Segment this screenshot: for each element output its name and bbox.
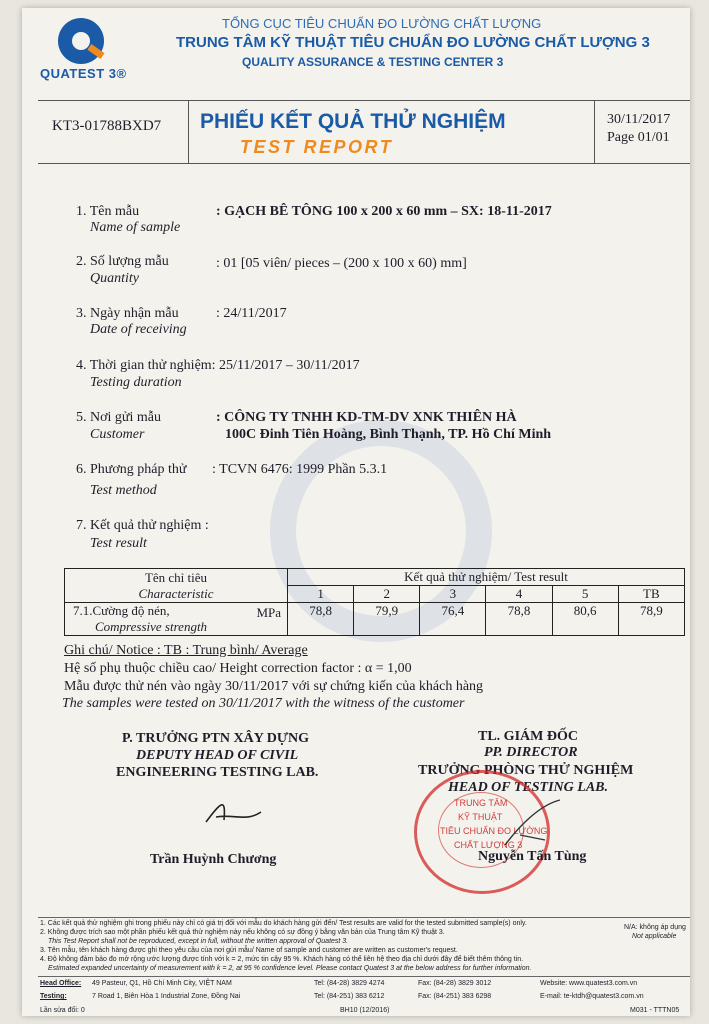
result-cell: 78,8 bbox=[486, 603, 552, 636]
revision-label: Lần sửa đổi: 0 bbox=[40, 1007, 85, 1014]
col-header: 3 bbox=[420, 586, 486, 603]
col-header: 1 bbox=[288, 586, 354, 603]
field-label-en: Customer bbox=[90, 427, 145, 442]
logo-text: QUATEST 3® bbox=[40, 66, 127, 81]
right-sign-title-en-2: HEAD OF TESTING LAB. bbox=[448, 780, 608, 795]
field-label: 3. Ngày nhận mẫu bbox=[76, 306, 179, 321]
field-label: 5. Nơi gửi mẫu bbox=[76, 410, 161, 425]
witness-line-en: The samples were tested on 30/11/2017 with the witness of the customer bbox=[62, 696, 465, 711]
head-office-tel: Tel: (84-28) 3829 4274 bbox=[314, 980, 385, 987]
col-header: TB bbox=[618, 586, 684, 603]
field-label: 1. Tên mẫu bbox=[76, 204, 140, 219]
left-sign-title-en: DEPUTY HEAD OF CIVIL bbox=[136, 748, 299, 763]
result-cell: 76,4 bbox=[420, 603, 486, 636]
right-sign-title-2: TRƯỞNG PHÒNG THỬ NGHIỆM bbox=[418, 763, 634, 778]
org-line-2: TRUNG TÂM KỸ THUẬT TIÊU CHUẨN ĐO LƯỜNG CHẤT LƯỢNG 3 bbox=[176, 34, 650, 51]
report-title-vi: PHIẾU KẾT QUẢ THỬ NGHIỆM bbox=[200, 110, 506, 133]
field-label: 7. Kết quả thử nghiệm : bbox=[76, 518, 209, 533]
field-label-en: Name of sample bbox=[90, 220, 181, 235]
footer-note: Estimated expanded uncertainty of measurement with k = 2, at 95 % confidence level. Please contact Quatest 3 at the below address for further information. bbox=[48, 965, 532, 972]
unit-label: MPa bbox=[256, 605, 281, 620]
field-label: 4. Thời gian thử nghiệm: 25/11/2017 – 30/11/2017 bbox=[76, 358, 360, 373]
doc-code: M031 - TTTN05 bbox=[630, 1007, 680, 1014]
field-label-en: Test method bbox=[90, 483, 157, 498]
row-label-vi: 7.1.Cường độ nén, bbox=[73, 603, 170, 618]
testing-fax: Fax: (84-251) 383 6298 bbox=[418, 993, 492, 1000]
table-header-result: Kết quả thử nghiệm/ Test result bbox=[288, 569, 685, 586]
field-value: : 24/11/2017 bbox=[216, 306, 287, 321]
testing-tel: Tel: (84-251) 383 6212 bbox=[314, 993, 385, 1000]
org-line-1: TỔNG CỤC TIÊU CHUẨN ĐO LƯỜNG CHẤT LƯỢNG bbox=[222, 16, 542, 31]
col-header: 5 bbox=[552, 586, 618, 603]
testing-label: Testing: bbox=[40, 993, 67, 1000]
col-header: 2 bbox=[354, 586, 420, 603]
left-signature bbox=[196, 792, 266, 832]
field-label-en: Quantity bbox=[90, 271, 139, 286]
left-sign-title: P. TRƯỞNG PTN XÂY DỰNG bbox=[122, 731, 310, 746]
col-header: 4 bbox=[486, 586, 552, 603]
stamp-text: TIÊU CHUẨN ĐO LƯỜNG bbox=[440, 826, 548, 836]
result-cell: 80,6 bbox=[552, 603, 618, 636]
website-link[interactable]: Website: www.quatest3.com.vn bbox=[540, 980, 638, 987]
row-characteristic bbox=[65, 603, 288, 636]
right-signer-name: Nguyễn Tấn Tùng bbox=[478, 849, 587, 864]
report-page-number: Page 01/01 bbox=[607, 130, 670, 145]
results-table bbox=[64, 568, 685, 636]
report-date: 30/11/2017 bbox=[607, 112, 671, 127]
field-value: : TCVN 6476: 1999 Phần 5.3.1 bbox=[212, 462, 388, 477]
customer-address: 100C Đinh Tiên Hoàng, Bình Thạnh, TP. Hồ Chí Minh bbox=[225, 427, 552, 442]
form-code: BH10 (12/2016) bbox=[340, 1007, 390, 1014]
footer-divider bbox=[38, 976, 690, 977]
height-factor-line: Hệ số phụ thuộc chiều cao/ Height correction factor : α = 1,00 bbox=[64, 661, 412, 676]
footer-divider bbox=[38, 917, 690, 918]
report-title-en: TEST REPORT bbox=[240, 137, 394, 157]
header-vi: Tên chỉ tiêu bbox=[144, 569, 208, 585]
right-sign-title: TL. GIÁM ĐỐC bbox=[478, 729, 578, 744]
field-label-en: Date of receiving bbox=[90, 322, 187, 337]
footer-note: 2. Không được trích sao một phần phiếu kết quả thử nghiệm này nếu không có sự đồng ý bằng văn bản của Trung tâm Kỹ thuật 3. bbox=[40, 929, 445, 936]
field-label-en: Test result bbox=[90, 536, 147, 551]
row-label-en: Compressive strength bbox=[95, 619, 208, 634]
field-value: : CÔNG TY TNHH KD-TM-DV XNK THIÊN HÀ bbox=[216, 410, 517, 425]
head-office-address: 49 Pasteur, Q1, Hồ Chí Minh City, VIỆT NAM bbox=[92, 980, 232, 987]
na-note-en: Not applicable bbox=[632, 933, 677, 940]
header-en: Characteristic bbox=[138, 585, 214, 601]
band-divider bbox=[188, 101, 189, 163]
org-line-3: QUALITY ASSURANCE & TESTING CENTER 3 bbox=[242, 55, 504, 69]
footer-note: 1. Các kết quả thử nghiệm ghi trong phiếu này chỉ có giá trị đối với mẫu do khách hàng gửi đến/ Test results are valid for the tested submitted sample(s) only. bbox=[40, 920, 527, 927]
notice-line: Ghi chú/ Notice : TB : Trung bình/ Average bbox=[64, 643, 308, 658]
left-signer-name: Trần Huỳnh Chương bbox=[150, 852, 277, 867]
result-cell: 79,9 bbox=[354, 603, 420, 636]
footer-note: This Test Report shall not be reproduced, except in full, without the written approval of Quatest 3. bbox=[48, 938, 349, 945]
field-label-en: Testing duration bbox=[90, 375, 182, 390]
stamp-text: CHẤT LƯỢNG 3 bbox=[454, 840, 523, 850]
footer-note: 4. Độ không đảm bảo đo mở rộng ước lượng được tính với k = 2, mức tin cậy 95 %. Khách hàng có thể liên hệ theo địa chỉ dưới đây để biết thêm thông tin. bbox=[40, 956, 524, 963]
result-cell: 78,8 bbox=[288, 603, 354, 636]
table-header-characteristic bbox=[65, 569, 288, 603]
band-divider bbox=[594, 101, 595, 163]
witness-line-vi: Mẫu được thử nén vào ngày 30/11/2017 với sự chứng kiến của khách hàng bbox=[64, 679, 484, 694]
right-signature bbox=[500, 795, 570, 855]
head-office-label: Head Office: bbox=[40, 980, 82, 987]
email-link[interactable]: E-mail: te-ktdh@quatest3.com.vn bbox=[540, 993, 644, 1000]
right-sign-title-en: PP. DIRECTOR bbox=[484, 745, 578, 760]
na-note: N/A: không áp dụng bbox=[624, 924, 686, 931]
report-code: KT3-01788BXD7 bbox=[52, 118, 162, 134]
left-sign-title-en-2: ENGINEERING TESTING LAB. bbox=[116, 765, 319, 780]
logo-inner bbox=[72, 32, 90, 50]
field-value: : GẠCH BÊ TÔNG 100 x 200 x 60 mm – SX: 18-11-2017 bbox=[216, 204, 552, 219]
field-label: 2. Số lượng mẫu bbox=[76, 254, 169, 269]
field-label: 6. Phương pháp thử bbox=[76, 462, 187, 477]
result-cell: 78,9 bbox=[618, 603, 684, 636]
testing-address: 7 Road 1, Biên Hòa 1 Industrial Zone, Đồng Nai bbox=[92, 993, 241, 1000]
head-office-fax: Fax: (84-28) 3829 3012 bbox=[418, 980, 492, 987]
stamp-text: KỸ THUẬT bbox=[458, 812, 503, 822]
footer-note: 3. Tên mẫu, tên khách hàng được ghi theo yêu cầu của nơi gửi mẫu/ Name of sample and customer are written as customer's request. bbox=[40, 947, 458, 954]
field-value: : 01 [05 viên/ pieces – (200 x 100 x 60) mm] bbox=[216, 256, 467, 271]
stamp-text: TRUNG TÂM bbox=[454, 798, 508, 808]
